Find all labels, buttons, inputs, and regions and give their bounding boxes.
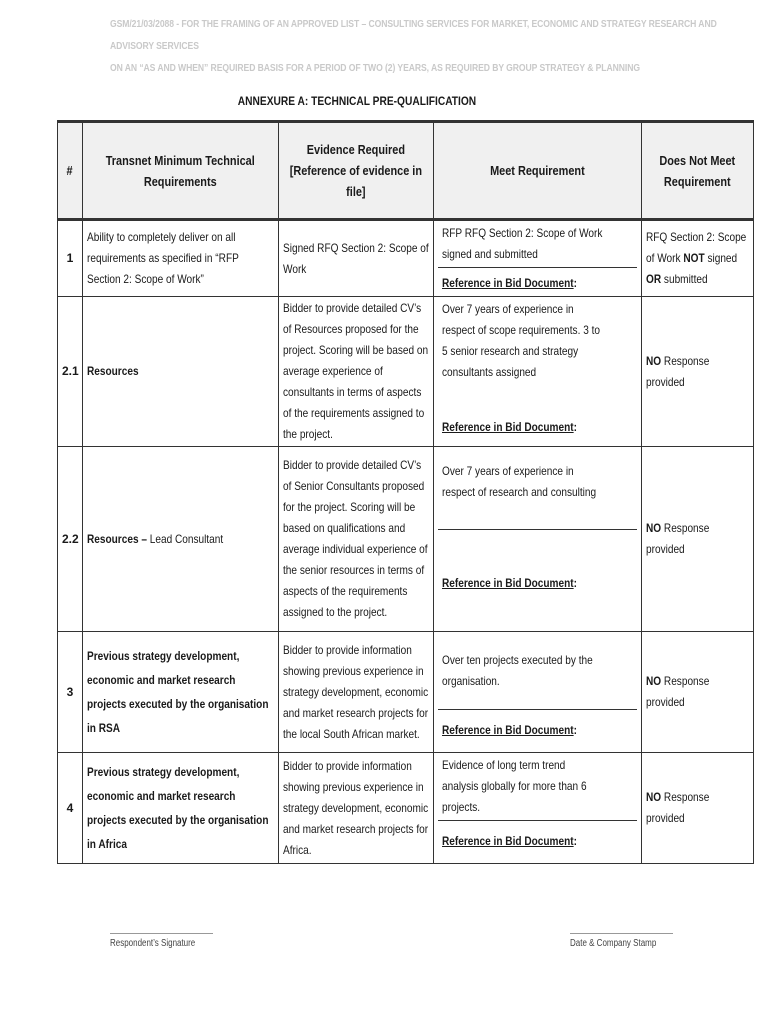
table-row — [58, 753, 754, 864]
annex-title: ANNEXURE A: TECHNICAL PRE-QUALIFICATION — [237, 94, 477, 108]
date-stamp-line — [570, 933, 673, 934]
meet-text: Over 7 years of experience in respect of scope requirements. 3 to 5 senior research and strategy consultants assigned — [442, 302, 601, 379]
col-header-requirement: Transnet Minimum Technical Requirements — [83, 122, 279, 220]
meet-text: RFP RFQ Section 2: Scope of Work signed and submitted — [442, 226, 603, 261]
table-header-row — [58, 122, 754, 220]
requirements-table — [57, 120, 754, 864]
reference-label: Reference in Bid Document — [442, 276, 574, 290]
respondent-signature-label: Respondent’s Signature — [110, 938, 196, 949]
reference-label: Reference in Bid Document — [442, 576, 574, 590]
requirement-cell: Ability to completely deliver on all requirements as specified in “RFP Section 2: Scope of Work” — [83, 220, 279, 297]
row-number: 2.1 — [58, 297, 83, 447]
col-header-evidence: Evidence Required [Reference of evidence in file] — [279, 122, 434, 220]
not-meet-cell: NO Response provided — [642, 447, 754, 632]
table-row — [58, 447, 754, 632]
meet-cell: Over ten projects executed by the organisation. Reference in Bid Document: — [434, 632, 642, 753]
col-header-num: # — [58, 122, 83, 220]
evidence-cell: Bidder to provide information showing previous experience in strategy development, economic and market research projects for the local South African market. — [279, 632, 434, 753]
meet-cell: Evidence of long term trend analysis globally for more than 6 projects. Reference in Bid Document: — [434, 753, 642, 864]
table-row — [58, 297, 754, 447]
col-header-meet: Meet Requirement — [434, 122, 642, 220]
date-stamp-label: Date & Company Stamp — [570, 938, 657, 949]
requirement-cell: Resources – Lead Consultant — [83, 447, 279, 632]
row-number: 2.2 — [58, 447, 83, 632]
meet-cell: Over 7 years of experience in respect of research and consulting Reference in Bid Document: — [434, 447, 642, 632]
reference-label: Reference in Bid Document — [442, 722, 574, 737]
table-row — [58, 632, 754, 753]
not-meet-cell: NO Response provided — [642, 297, 754, 447]
requirement-cell: Previous strategy development, economic and market research projects executed by the organisation in RSA — [83, 632, 279, 753]
meet-text: Evidence of long term trend analysis globally for more than 6 projects. — [442, 758, 587, 814]
row-number: 3 — [58, 632, 83, 753]
meet-text: Over 7 years of experience in respect of research and consulting — [442, 464, 597, 499]
requirement-cell: Previous strategy development, economic and market research projects executed by the organisation in Africa — [83, 753, 279, 864]
col-header-not-meet: Does Not Meet Requirement — [642, 122, 754, 220]
not-meet-cell: NO Response provided — [642, 632, 754, 753]
evidence-cell: Signed RFQ Section 2: Scope of Work — [279, 220, 434, 297]
reference-label: Reference in Bid Document — [442, 833, 574, 848]
meet-cell: Over 7 years of experience in respect of scope requirements. 3 to 5 senior research and strategy consultants assigned Reference in Bid Document: — [434, 297, 642, 447]
reference-label: Reference in Bid Document — [442, 419, 574, 434]
row-number: 1 — [58, 220, 83, 297]
meet-text: Over ten projects executed by the organisation. — [442, 652, 593, 688]
table-row — [58, 220, 754, 297]
header-line-1: GSM/21/03/2088 - FOR THE FRAMING OF AN APPROVED LIST – CONSULTING SERVICES FOR MARKET, ECONOMIC AND STRATEGY RESEARCH AND ADVISORY SERVICES — [110, 18, 717, 52]
evidence-cell: Bidder to provide information showing previous experience in strategy development, economic and market research projects for Africa. — [279, 753, 434, 864]
meet-cell: RFP RFQ Section 2: Scope of Work signed and submitted Reference in Bid Document: — [434, 220, 642, 297]
not-meet-cell: NO Response provided — [642, 753, 754, 864]
respondent-signature-line — [110, 933, 213, 934]
not-meet-cell: RFQ Section 2: Scope of Work NOT signed OR submitted — [642, 220, 754, 297]
requirement-cell: Resources — [83, 297, 279, 447]
document-header — [110, 13, 750, 79]
row-number: 4 — [58, 753, 83, 864]
evidence-cell: Bidder to provide detailed CV’s of Resources proposed for the project. Scoring will be based on average experience of consultants in terms of aspects of the requirements assigned to the project. — [279, 297, 434, 447]
evidence-cell: Bidder to provide detailed CV’s of Senior Consultants proposed for the project. Scoring will be based on qualifications and average individual experience of the senior resources in terms of aspects of the requirements assigned to the project. — [279, 447, 434, 632]
header-line-2: ON AN “AS AND WHEN” REQUIRED BASIS FOR A PERIOD OF TWO (2) YEARS, AS REQUIRED BY GROUP STRATEGY & PLANNING — [110, 62, 640, 74]
